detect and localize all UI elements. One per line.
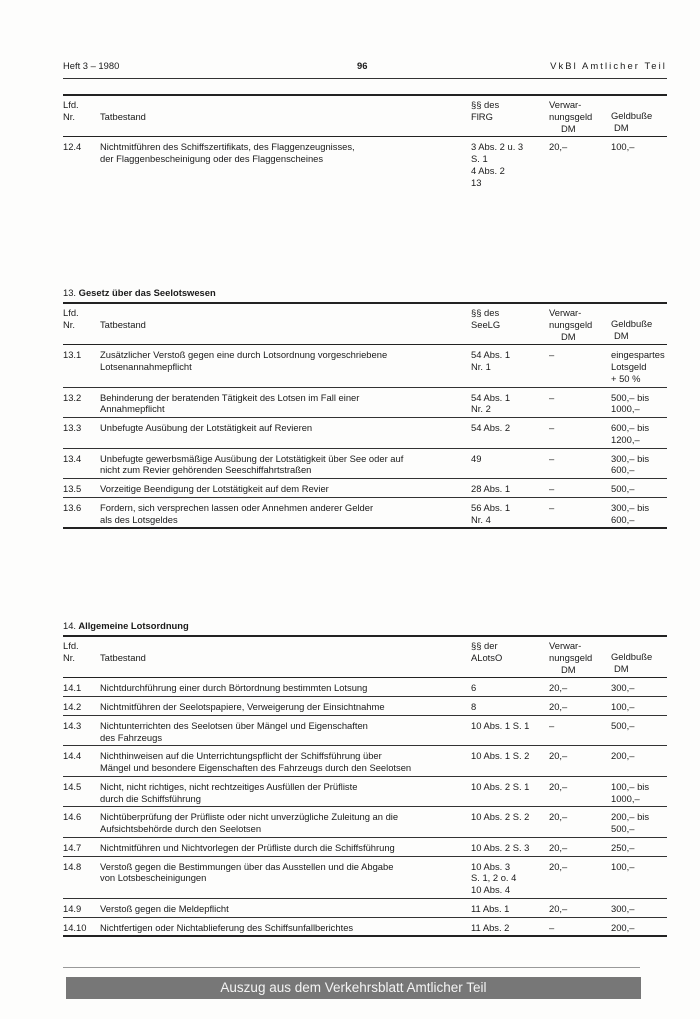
cell-line: 600,– xyxy=(611,464,635,476)
cell-line: Behinderung der beratenden Tätigkeit des Lotsen im Fall einer xyxy=(100,391,360,403)
row-description xyxy=(100,678,471,697)
col-tatbestand-header xyxy=(100,95,471,137)
row-number: 13.6 xyxy=(63,497,100,528)
row-description xyxy=(100,345,471,387)
row-geldbusse xyxy=(611,418,667,449)
table-header-row xyxy=(63,303,667,345)
header-line: Geldbuße xyxy=(611,318,653,329)
cell-line: nicht zum Revier gehörenden Seeschiffahrtstraßen xyxy=(100,464,312,476)
row-geldbusse xyxy=(611,837,667,856)
cell-line: Vorzeitige Beendigung der Lotstätigkeit auf dem Revier xyxy=(100,483,329,494)
cell-line: – xyxy=(549,921,555,933)
row-number: 13.1 xyxy=(63,345,100,387)
header-line: DM xyxy=(561,663,576,675)
cell-line: 300,– bis xyxy=(611,501,650,513)
cell-line: Nichtunterrichten des Seelotsen über Mängel und Eigenschaften xyxy=(100,719,368,731)
col-nr-header xyxy=(63,636,100,678)
col-law-header xyxy=(471,303,549,345)
col-verwarnungsgeld-header xyxy=(549,95,611,137)
cell-line: 10 Abs. 2 S. 1 xyxy=(471,780,530,792)
section-14-title xyxy=(63,620,189,632)
table-row xyxy=(63,387,667,418)
cell-line: 300,– xyxy=(611,682,635,694)
col-nr-header xyxy=(63,303,100,345)
cell-line: von Lotsbescheinigungen xyxy=(100,872,207,884)
col-geldbusse-header xyxy=(611,636,667,678)
header-line: Geldbuße xyxy=(611,651,653,662)
row-number: 14.8 xyxy=(63,856,100,898)
header-line: SeeLG xyxy=(471,318,501,330)
row-description xyxy=(100,746,471,777)
row-law-reference xyxy=(471,746,549,777)
row-law-reference xyxy=(471,497,549,528)
col-verwarnungsgeld-header xyxy=(549,303,611,345)
row-law-reference xyxy=(471,898,549,917)
row-verwarnungsgeld xyxy=(549,137,611,191)
section-14-heading: Allgemeine Lotsordnung xyxy=(78,620,189,631)
cell-line: Unbefugte Ausübung der Lotstätigkeit auf Revieren xyxy=(100,422,313,433)
cell-line: Nichtmitführen und Nichtvorlegen der Prüfliste durch die Schiffsführung xyxy=(100,841,395,853)
row-verwarnungsgeld xyxy=(549,807,611,838)
cell-line: durch die Schiffsführung xyxy=(100,792,201,804)
header-line: Tatbestand xyxy=(100,110,146,122)
cell-line: Zusätzlicher Verstoß gegen eine durch Lotsordnung vorgeschriebene xyxy=(100,349,388,361)
cell-line: 600,– bis xyxy=(611,422,650,433)
cell-line: der Flaggenbescheinigung oder des Flaggenscheines xyxy=(100,153,324,164)
table-13 xyxy=(63,302,667,529)
header-line: ALotsO xyxy=(471,651,503,663)
cell-line: 10 Abs. 1 S. 2 xyxy=(471,750,530,762)
cell-line: Nr. 2 xyxy=(471,403,491,415)
row-geldbusse xyxy=(611,776,667,807)
cell-line: Nichtmitführen des Schiffszertifikats, des Flaggenzeugnisses, xyxy=(100,141,355,153)
cell-line: 500,– xyxy=(611,823,635,834)
row-geldbusse xyxy=(611,746,667,777)
cell-line: Nichtmitführen der Seelotspapiere, Verweigerung der Einsichtnahme xyxy=(100,701,385,712)
row-verwarnungsgeld xyxy=(549,418,611,449)
header-line: nungsgeld xyxy=(549,651,593,663)
row-description xyxy=(100,856,471,898)
cell-line: 20,– xyxy=(549,750,568,762)
cell-line: 54 Abs. 1 xyxy=(471,391,511,403)
header-line: DM xyxy=(614,121,629,133)
col-tatbestand-header xyxy=(100,636,471,678)
cell-line: Nicht, nicht richtiges, nicht rechtzeitiges Ausfüllen der Prüfliste xyxy=(100,780,358,792)
cell-line: 20,– xyxy=(549,141,568,153)
row-description xyxy=(100,715,471,746)
cell-line: 54 Abs. 1 xyxy=(471,349,511,361)
header-line: FlRG xyxy=(471,110,493,122)
table-row xyxy=(63,856,667,898)
row-number: 12.4 xyxy=(63,141,82,153)
header-line: Geldbuße xyxy=(611,110,653,121)
header-line: Nr. xyxy=(63,110,75,122)
footer-divider xyxy=(63,967,640,968)
header-line: Verwar- xyxy=(549,307,582,318)
header-line: DM xyxy=(614,662,629,674)
header-line: §§ der xyxy=(471,640,498,651)
cell-line: Nichtüberprüfung der Prüfliste oder nicht unverzügliche Zuleitung an die xyxy=(100,811,399,823)
row-law-reference xyxy=(471,678,549,697)
cell-line: Mängel und besondere Eigenschaften des Fahrzeugs durch den Seelotsen xyxy=(100,762,412,773)
table-row xyxy=(63,479,667,498)
cell-line: 11 Abs. 1 xyxy=(471,902,510,914)
section-13-number: 13. xyxy=(63,287,77,298)
cell-line: 10 Abs. 2 S. 2 xyxy=(471,811,530,823)
row-number: 14.1 xyxy=(63,678,100,697)
table-row xyxy=(63,898,667,917)
cell-line: 600,– xyxy=(611,513,635,525)
cell-line: Nichtdurchführung einer durch Börtordnung bestimmten Lotsung xyxy=(100,682,368,694)
row-verwarnungsgeld xyxy=(549,678,611,697)
row-number: 13.2 xyxy=(63,387,100,418)
section-13-heading: Gesetz über das Seelotswesen xyxy=(78,287,216,298)
cell-line: Fordern, sich versprechen lassen oder Annehmen anderer Gelder xyxy=(100,501,374,513)
cell-line: des Fahrzeugs xyxy=(100,731,163,743)
header-line: DM xyxy=(561,122,576,134)
header-line: Tatbestand xyxy=(100,651,146,663)
row-verwarnungsgeld xyxy=(549,856,611,898)
table-row xyxy=(63,807,667,838)
table-row xyxy=(63,715,667,746)
row-law-reference xyxy=(471,479,549,498)
cell-line: 3 Abs. 2 u. 3 xyxy=(471,141,524,153)
row-description xyxy=(100,387,471,418)
publication-name: VkBl Amtlicher Teil xyxy=(550,60,667,71)
row-description xyxy=(100,776,471,807)
row-law-reference xyxy=(471,776,549,807)
row-verwarnungsgeld xyxy=(549,387,611,418)
row-verwarnungsgeld xyxy=(549,746,611,777)
cell-line: 20,– xyxy=(549,682,568,694)
cell-line: Lotsgeld xyxy=(611,361,647,372)
row-geldbusse xyxy=(611,697,667,716)
row-law-reference xyxy=(471,715,549,746)
cell-line: 49 xyxy=(471,452,482,464)
row-verwarnungsgeld xyxy=(549,715,611,746)
row-number: 14.7 xyxy=(63,837,100,856)
row-geldbusse xyxy=(611,917,667,936)
cell-line: 54 Abs. 2 xyxy=(471,422,511,433)
row-verwarnungsgeld xyxy=(549,898,611,917)
cell-line: 100,– xyxy=(611,141,635,153)
header-line: §§ des xyxy=(471,307,500,318)
row-geldbusse xyxy=(611,678,667,697)
row-verwarnungsgeld xyxy=(549,345,611,387)
row-verwarnungsgeld xyxy=(549,697,611,716)
cell-line: S. 1 xyxy=(471,153,488,164)
cell-line: 100,– bis xyxy=(611,780,650,792)
col-geldbusse-header xyxy=(611,303,667,345)
header-line: Lfd. xyxy=(63,307,79,318)
row-number: 13.5 xyxy=(63,479,100,498)
cell-line: Lotsenannahmepflicht xyxy=(100,361,192,372)
cell-line: als des Lotsgeldes xyxy=(100,513,178,525)
cell-line: 300,– xyxy=(611,902,635,914)
header-line: Lfd. xyxy=(63,640,79,651)
header-line: Tatbestand xyxy=(100,318,146,330)
col-tatbestand-header xyxy=(100,303,471,345)
col-nr-header xyxy=(63,95,100,137)
header-line: nungsgeld xyxy=(549,110,593,122)
row-law-reference xyxy=(471,418,549,449)
row-description xyxy=(100,697,471,716)
cell-line: 300,– bis xyxy=(611,452,650,464)
table-header-row xyxy=(63,636,667,678)
row-geldbusse xyxy=(611,448,667,479)
section-14-number: 14. xyxy=(63,620,77,631)
row-geldbusse xyxy=(611,898,667,917)
cell-line: 10 Abs. 4 xyxy=(471,884,511,895)
table-row xyxy=(63,345,667,387)
row-number: 13.3 xyxy=(63,418,100,449)
row-verwarnungsgeld xyxy=(549,497,611,528)
row-number: 14.6 xyxy=(63,807,100,838)
row-law-reference xyxy=(471,856,549,898)
table-row xyxy=(63,697,667,716)
header-line: Lfd. xyxy=(63,99,79,110)
cell-line: – xyxy=(549,422,555,433)
row-law-reference xyxy=(471,387,549,418)
table-row xyxy=(63,776,667,807)
cell-line: 6 xyxy=(471,682,477,694)
cell-line: 500,– bis xyxy=(611,391,650,403)
row-description xyxy=(100,917,471,936)
row-description xyxy=(100,497,471,528)
header-line: DM xyxy=(614,329,629,341)
row-description xyxy=(100,807,471,838)
cell-line: 20,– xyxy=(549,780,568,792)
table-row xyxy=(63,678,667,697)
row-number: 14.4 xyxy=(63,746,100,777)
row-verwarnungsgeld xyxy=(549,917,611,936)
table-14 xyxy=(63,635,667,937)
header-line: §§ des xyxy=(471,99,500,110)
cell-line: 200,– xyxy=(611,750,635,762)
col-law-header xyxy=(471,636,549,678)
header-line: Verwar- xyxy=(549,99,582,110)
row-geldbusse xyxy=(611,137,667,191)
cell-line: – xyxy=(549,452,555,464)
cell-line: Unbefugte gewerbsmäßige Ausübung der Lotstätigkeit über See oder auf xyxy=(100,452,404,464)
row-geldbusse xyxy=(611,807,667,838)
cell-line: 200,– bis xyxy=(611,811,650,823)
header-line: Nr. xyxy=(63,651,75,663)
cell-line: 1200,– xyxy=(611,433,640,445)
cell-line: – xyxy=(549,501,555,513)
row-geldbusse xyxy=(611,856,667,898)
cell-line: 8 xyxy=(471,701,477,712)
row-description xyxy=(100,837,471,856)
row-geldbusse xyxy=(611,479,667,498)
cell-line: 56 Abs. 1 xyxy=(471,501,511,513)
row-number: 14.9 xyxy=(63,898,100,917)
row-number: 14.3 xyxy=(63,715,100,746)
header-line: Nr. xyxy=(63,318,75,330)
row-law-reference xyxy=(471,697,549,716)
issue-label: Heft 3 – 1980 xyxy=(63,60,120,71)
cell-line: Nr. 1 xyxy=(471,361,491,372)
cell-line: 100,– xyxy=(611,860,635,872)
row-number: 14.10 xyxy=(63,917,100,936)
row-law-reference xyxy=(471,137,549,191)
cell-line: 20,– xyxy=(549,701,568,712)
cell-line: 100,– xyxy=(611,701,635,712)
col-verwarnungsgeld-header xyxy=(549,636,611,678)
cell-line: – xyxy=(549,349,555,361)
row-description xyxy=(100,479,471,498)
cell-line: 10 Abs. 3 xyxy=(471,860,511,872)
row-number: 13.4 xyxy=(63,448,100,479)
header-line: nungsgeld xyxy=(549,318,593,330)
col-geldbusse-header xyxy=(611,95,667,137)
row-description xyxy=(100,137,471,191)
row-geldbusse xyxy=(611,387,667,418)
row-law-reference xyxy=(471,837,549,856)
cell-line: 13 xyxy=(471,176,482,188)
row-verwarnungsgeld xyxy=(549,837,611,856)
row-number: 14.5 xyxy=(63,776,100,807)
cell-line: Nr. 4 xyxy=(471,513,491,525)
cell-line: 500,– xyxy=(611,719,635,731)
row-geldbusse xyxy=(611,497,667,528)
table-row xyxy=(63,448,667,479)
cell-line: 500,– xyxy=(611,483,635,494)
table-header-row xyxy=(63,95,667,137)
cell-line: + 50 % xyxy=(611,372,641,384)
row-number: 14.2 xyxy=(63,697,100,716)
header-line: DM xyxy=(561,330,576,342)
table-row xyxy=(63,917,667,936)
cell-line: S. 1, 2 o. 4 xyxy=(471,872,517,884)
cell-line: eingespartes xyxy=(611,349,665,361)
row-description xyxy=(100,898,471,917)
row-geldbusse xyxy=(611,715,667,746)
section-13-title xyxy=(63,287,216,299)
cell-line: Aufsichtsbehörde durch den Seelotsen xyxy=(100,823,262,834)
table-12 xyxy=(63,94,667,190)
cell-line: 10 Abs. 1 S. 1 xyxy=(471,719,530,731)
cell-line: 11 Abs. 2 xyxy=(471,921,510,933)
table-row xyxy=(63,418,667,449)
cell-line: 20,– xyxy=(549,841,568,853)
table-row xyxy=(63,837,667,856)
cell-line: 28 Abs. 1 xyxy=(471,483,511,494)
header-line: Verwar- xyxy=(549,640,582,651)
row-description xyxy=(100,418,471,449)
cell-line: – xyxy=(549,719,555,731)
cell-line: Nichtfertigen oder Nichtablieferung des Schiffsunfallberichtes xyxy=(100,921,354,933)
footer-banner: Auszug aus dem Verkehrsblatt Amtlicher Teil xyxy=(66,977,641,999)
row-verwarnungsgeld xyxy=(549,479,611,498)
col-law-header xyxy=(471,95,549,137)
cell-line: Verstoß gegen die Bestimmungen über das Ausstellen und die Abgabe xyxy=(100,860,394,872)
row-law-reference xyxy=(471,448,549,479)
cell-line: 20,– xyxy=(549,860,568,872)
page-number: 96 xyxy=(357,60,368,71)
table-row xyxy=(63,497,667,528)
cell-line: 200,– xyxy=(611,921,635,933)
cell-line: 10 Abs. 2 S. 3 xyxy=(471,841,530,853)
cell-line: 1000,– xyxy=(611,792,640,804)
cell-line: 20,– xyxy=(549,902,568,914)
cell-line: 20,– xyxy=(549,811,568,823)
cell-line: 4 Abs. 2 xyxy=(471,164,505,176)
page-header xyxy=(63,60,667,74)
header-divider xyxy=(63,78,667,79)
cell-line: – xyxy=(549,391,555,403)
row-verwarnungsgeld xyxy=(549,776,611,807)
row-law-reference xyxy=(471,917,549,936)
row-law-reference xyxy=(471,345,549,387)
table-row xyxy=(63,137,667,191)
table-row xyxy=(63,746,667,777)
row-description xyxy=(100,448,471,479)
cell-line: Nichthinweisen auf die Unterrichtungspflicht der Schiffsführung über xyxy=(100,750,382,762)
row-geldbusse xyxy=(611,345,667,387)
cell-line: 1000,– xyxy=(611,403,640,415)
row-law-reference xyxy=(471,807,549,838)
cell-line: – xyxy=(549,483,555,494)
row-verwarnungsgeld xyxy=(549,448,611,479)
cell-line: Verstoß gegen die Meldepflicht xyxy=(100,902,229,914)
cell-line: 250,– xyxy=(611,841,635,853)
cell-line: Annahmepflicht xyxy=(100,403,165,415)
